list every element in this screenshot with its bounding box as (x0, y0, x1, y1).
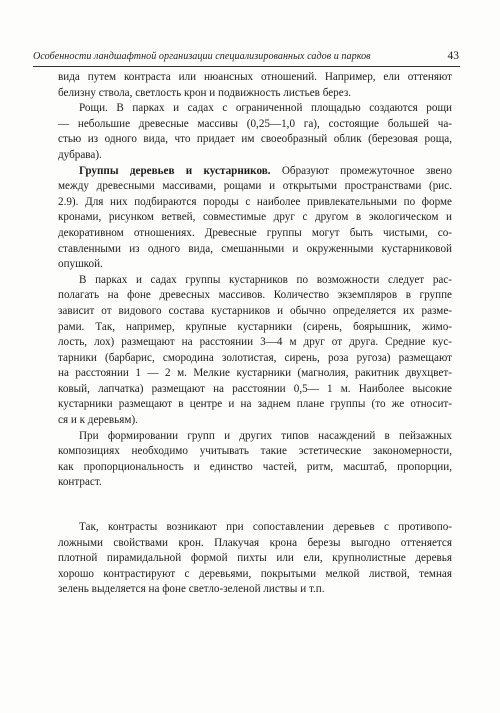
section-heading: Группы деревьев и кустарников. (79, 164, 271, 177)
text-line: на расстоянии 1 — 2 м. Мелкие кустарники (магнолия, ракитник двухцвет- (58, 367, 452, 380)
text-line: вида путем контраста или нюансных отношений. Например, ели оттеняют (58, 71, 452, 83)
text-line: ся и к деревьям). (58, 414, 138, 427)
text-line: плотной пирамидальной формой пихты или ели, крупнолистные деревья (58, 552, 452, 565)
paragraph-composition (58, 429, 452, 491)
text-line: зависит от видового состава кустарников и обычно определяется их разме- (58, 304, 452, 317)
text-line: Рощи. В парках и садах с ограниченной площадью создаются рощи (79, 102, 452, 115)
text-line: ковый, лапчатка) размещают на расстоянии 0,5— 1 м. Наиболее высокие (58, 382, 452, 395)
text-line: полагать на фоне древесных массивов. Количество экземпляров в группе (58, 289, 452, 302)
header-title: Особенности ландшафтной организации специализированных садов и парков (33, 51, 371, 62)
text-line: кронами, рисунком ветвей, совместимые друг с другом в экологическом и (58, 211, 452, 224)
text-line (58, 164, 452, 180)
text-line: зелень выделяется на фоне светло-зеленой листвы и т.п. (58, 583, 325, 596)
running-header (33, 42, 461, 62)
text-line: тарники (барбарис, смородина золотистая, сирень, роза ругоза) размещают (58, 351, 452, 364)
header-rule (33, 66, 460, 67)
paragraph-groves (58, 101, 452, 163)
paragraph-gap (58, 491, 452, 520)
text-line: белизну ствола, светлость крон и подвижность листьев берез. (58, 86, 352, 99)
text-run: Образуют промежуточное звено (270, 164, 453, 177)
text-line: Так, контрасты возникают при сопоставлении деревьев с противопо- (79, 521, 452, 534)
text-line: стью из одного вида, что придает им своеобразный облик (березовая роща, (58, 133, 452, 146)
text-line: При формировании групп и других типов насаждений в пейзажных (79, 429, 452, 442)
text-line: рами. Так, например, крупные кустарники (сирень, боярышник, жимо- (58, 320, 452, 333)
text-line: ложными свойствами крон. Плакучая крона березы выгодно оттеняется (58, 536, 452, 549)
text-line: 2.9). Для них подбираются породы с наиболее привлекательными по форме (58, 195, 452, 208)
text-line: дубрава). (58, 148, 102, 161)
text-line: В парках и садах группы кустарников по возможности следует рас- (79, 273, 452, 286)
page-number: 43 (447, 50, 459, 62)
text-line: опушкой. (58, 258, 103, 271)
text-line: ставленными из одного вида, смешанными и окруженными кустарниковой (58, 242, 452, 255)
text-line: контраст. (58, 476, 102, 489)
text-line: лость, лох) размещают на расстоянии 3—4 м друг от друга. Средние кус- (58, 336, 452, 349)
text-line: между древесными массивами, рощами и открытыми пространствами (рис. (58, 180, 452, 193)
text-line: хорошо контрастируют с деревьями, покрытыми мелкой листвой, темная (58, 567, 452, 580)
paragraph-1 (58, 70, 452, 101)
paragraph-shrubs (58, 273, 452, 429)
paragraph-groups (58, 164, 452, 273)
text-line: кустарники размещают в центре и на заднем плане группы (то же относит- (58, 398, 452, 411)
text-line: — небольшие древесные массивы (0,25—1,0 га), состоящие большей ча- (58, 117, 452, 130)
text-line: композициях необходимо учитывать такие эстетические закономерности, (58, 445, 452, 458)
text-line: декоративном отношениях. Древесные группы могут быть чистыми, со- (58, 226, 452, 239)
body-text (58, 70, 452, 598)
paragraph-contrasts (58, 520, 452, 598)
text-line: как пропорциональность и единство частей, ритм, масштаб, пропорции, (58, 460, 452, 473)
